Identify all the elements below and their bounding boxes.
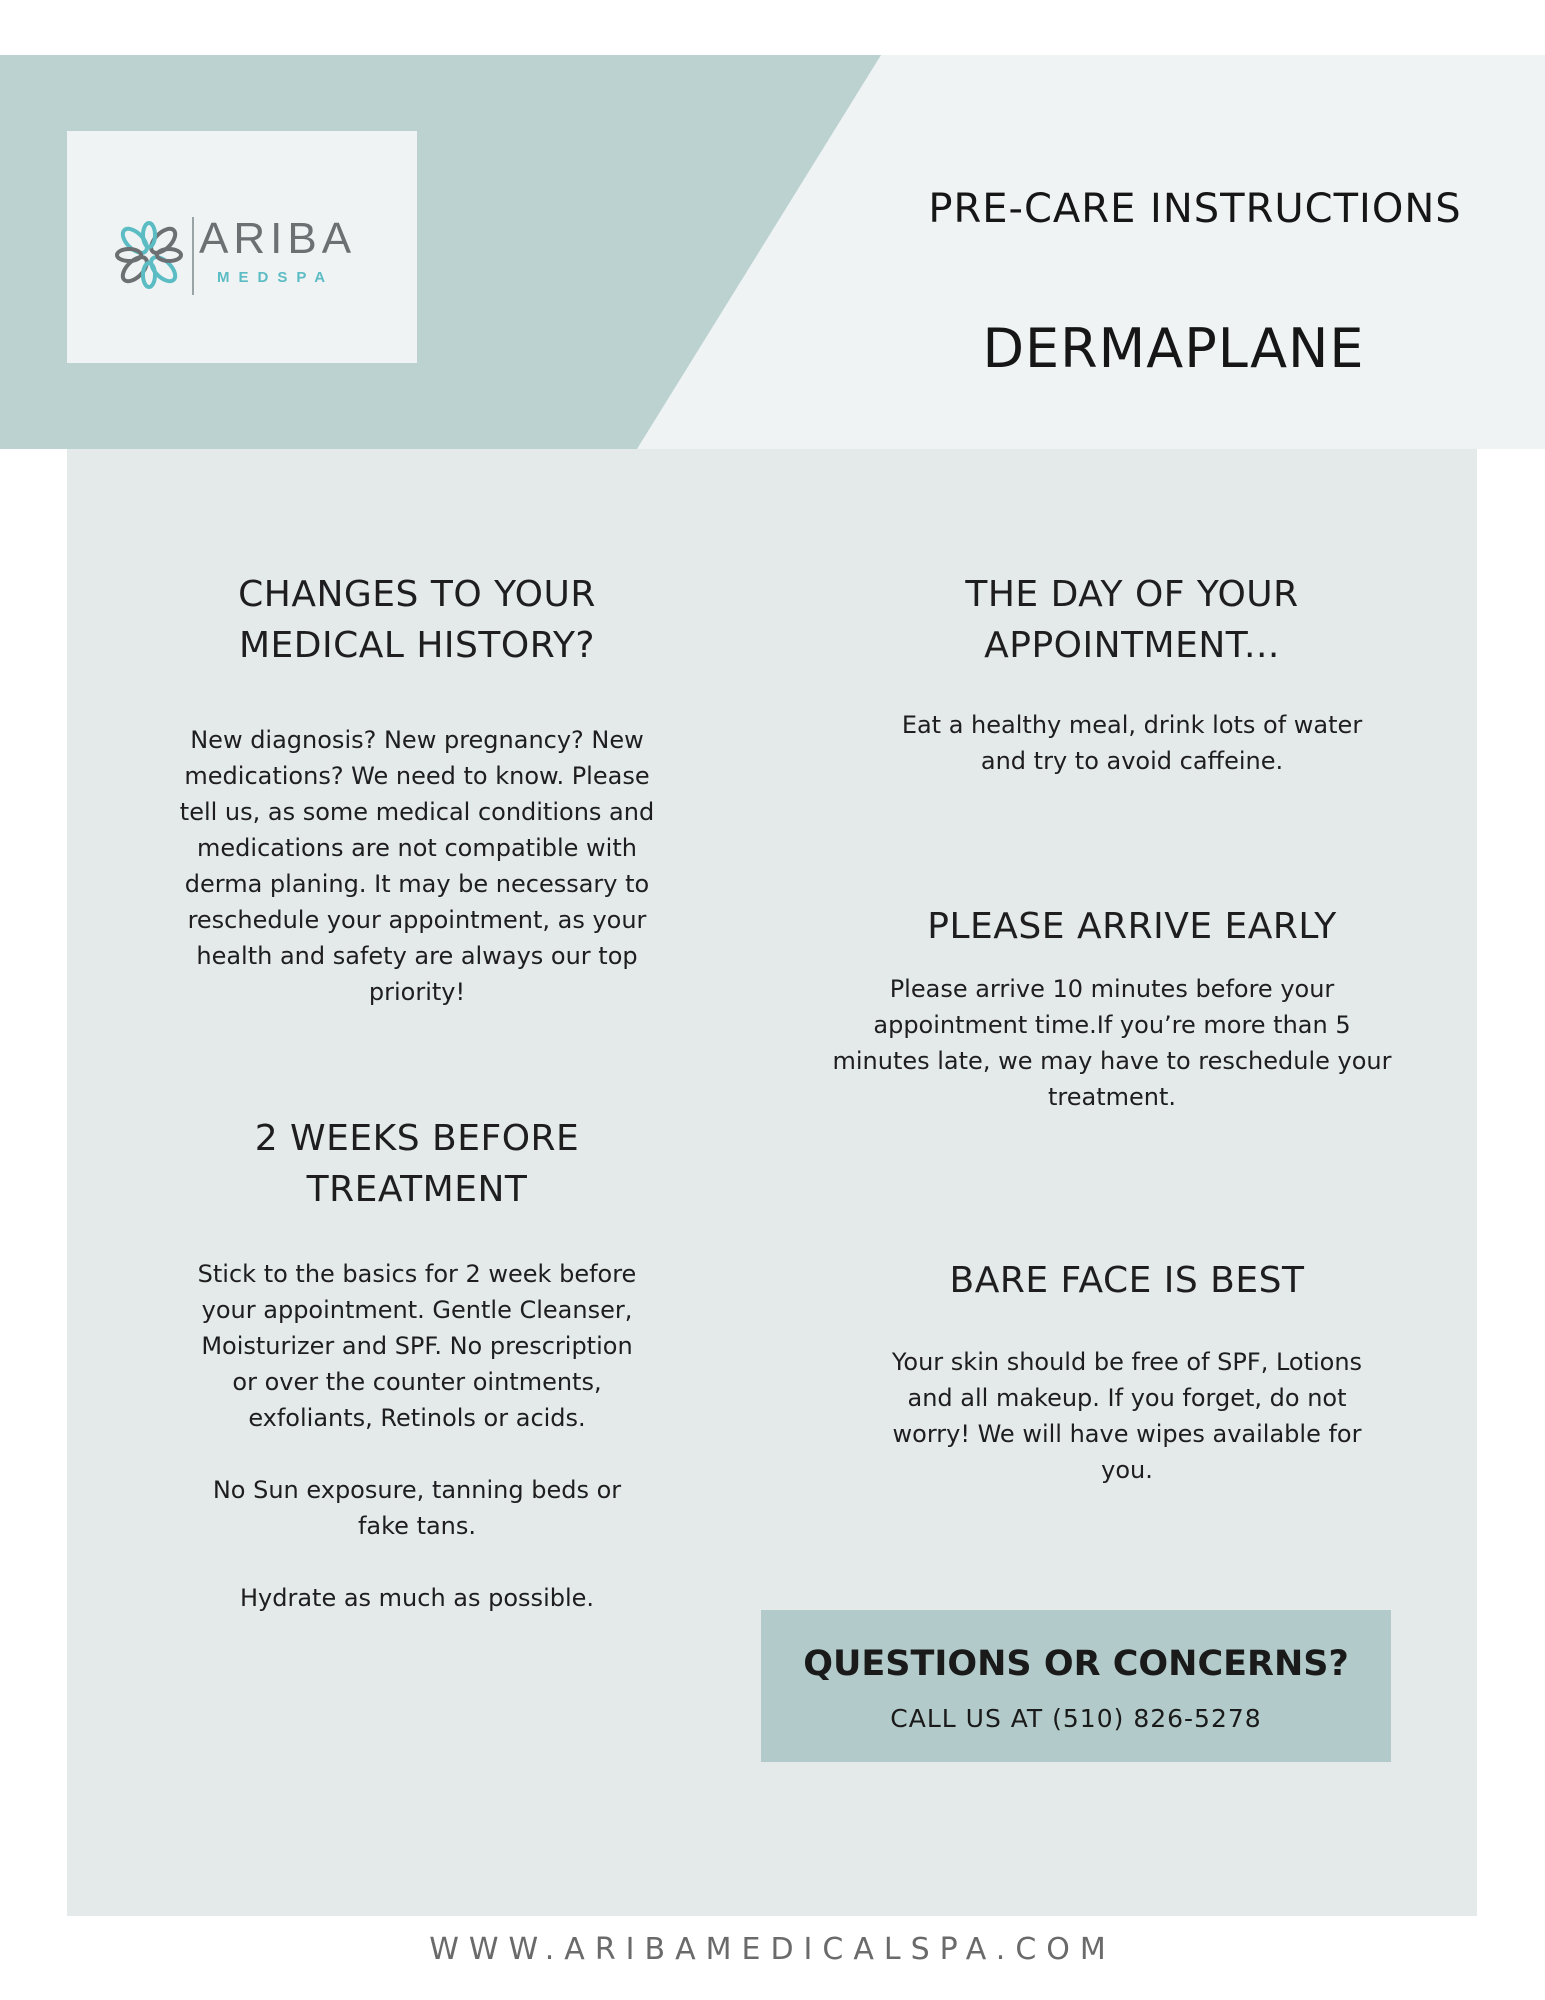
header bbox=[0, 55, 1545, 449]
arrive-early-heading bbox=[812, 901, 1452, 952]
body-line: treatment. bbox=[1047, 1083, 1177, 1111]
logo-name: ARIBA bbox=[199, 214, 357, 263]
bare-face-heading bbox=[812, 1255, 1442, 1306]
two-weeks-heading bbox=[127, 1113, 707, 1215]
flower-icon bbox=[109, 215, 189, 295]
body-line: your appointment. Gentle Cleanser, bbox=[201, 1296, 633, 1324]
medical-history-body bbox=[127, 722, 707, 1010]
heading-line: TREATMENT bbox=[306, 1169, 528, 1210]
day-of-heading bbox=[812, 569, 1452, 671]
heading-line: THE DAY OF YOUR bbox=[965, 574, 1299, 615]
logo-divider bbox=[192, 217, 194, 295]
body-line: worry! We will have wipes available for bbox=[892, 1420, 1362, 1448]
heading-line: 2 WEEKS BEFORE bbox=[254, 1118, 580, 1159]
body-line: priority! bbox=[368, 978, 466, 1006]
body-line: and try to avoid caffeine. bbox=[980, 747, 1284, 775]
medical-history-heading bbox=[127, 569, 707, 671]
heading-line: PLEASE ARRIVE EARLY bbox=[927, 906, 1337, 947]
bare-face-body bbox=[812, 1344, 1442, 1488]
body-line: Eat a healthy meal, drink lots of water bbox=[901, 711, 1363, 739]
heading-line: APPOINTMENT... bbox=[984, 625, 1280, 666]
heading-line: BARE FACE IS BEST bbox=[949, 1260, 1305, 1301]
heading-line: MEDICAL HISTORY? bbox=[238, 625, 596, 666]
contact-callout bbox=[761, 1610, 1391, 1762]
body-line: Hydrate as much as possible. bbox=[239, 1584, 595, 1612]
body-line: derma planing. It may be necessary to bbox=[184, 870, 650, 898]
page-subtitle: PRE-CARE INSTRUCTIONS bbox=[928, 186, 1462, 232]
body-line: or over the counter ointments, bbox=[232, 1368, 602, 1396]
body-line: you. bbox=[1101, 1456, 1153, 1484]
body-line: tell us, as some medical conditions and bbox=[179, 798, 655, 826]
body-line: Your skin should be free of SPF, Lotions bbox=[891, 1348, 1363, 1376]
contact-phone[interactable]: CALL US AT (510) 826-5278 bbox=[890, 1704, 1262, 1733]
body-line: No Sun exposure, tanning beds or bbox=[212, 1476, 622, 1504]
website-link[interactable]: WWW.ARIBAMEDICALSPA.COM bbox=[429, 1932, 1116, 1967]
body-line: medications are not compatible with bbox=[197, 834, 637, 862]
heading-line: CHANGES TO YOUR bbox=[238, 574, 596, 615]
body-line: Stick to the basics for 2 week before bbox=[197, 1260, 637, 1288]
logo-subtitle: MEDSPA bbox=[217, 269, 335, 286]
contact-heading: QUESTIONS OR CONCERNS? bbox=[803, 1644, 1349, 1684]
body-line: medications? We need to know. Please bbox=[184, 762, 650, 790]
body-line: reschedule your appointment, as your bbox=[187, 906, 647, 934]
logo bbox=[67, 131, 417, 363]
body-line: fake tans. bbox=[357, 1512, 477, 1540]
body-line: Moisturizer and SPF. No prescription bbox=[201, 1332, 633, 1360]
page-title: DERMAPLANE bbox=[982, 317, 1365, 380]
two-weeks-body bbox=[127, 1256, 707, 1436]
body-line: exfoliants, Retinols or acids. bbox=[248, 1404, 586, 1432]
body-line: health and safety are always our top bbox=[196, 942, 638, 970]
body-line: and all makeup. If you forget, do not bbox=[907, 1384, 1347, 1412]
body-line: New diagnosis? New pregnancy? New bbox=[190, 726, 644, 754]
body-line: minutes late, we may have to reschedule your bbox=[832, 1047, 1392, 1075]
two-weeks-sun-note bbox=[127, 1472, 707, 1544]
body-line: Please arrive 10 minutes before your bbox=[889, 975, 1335, 1003]
body-line: appointment time.If you’re more than 5 bbox=[873, 1011, 1351, 1039]
two-weeks-hydrate-note bbox=[127, 1580, 707, 1616]
day-of-body bbox=[812, 707, 1452, 779]
arrive-early-body bbox=[782, 971, 1442, 1115]
